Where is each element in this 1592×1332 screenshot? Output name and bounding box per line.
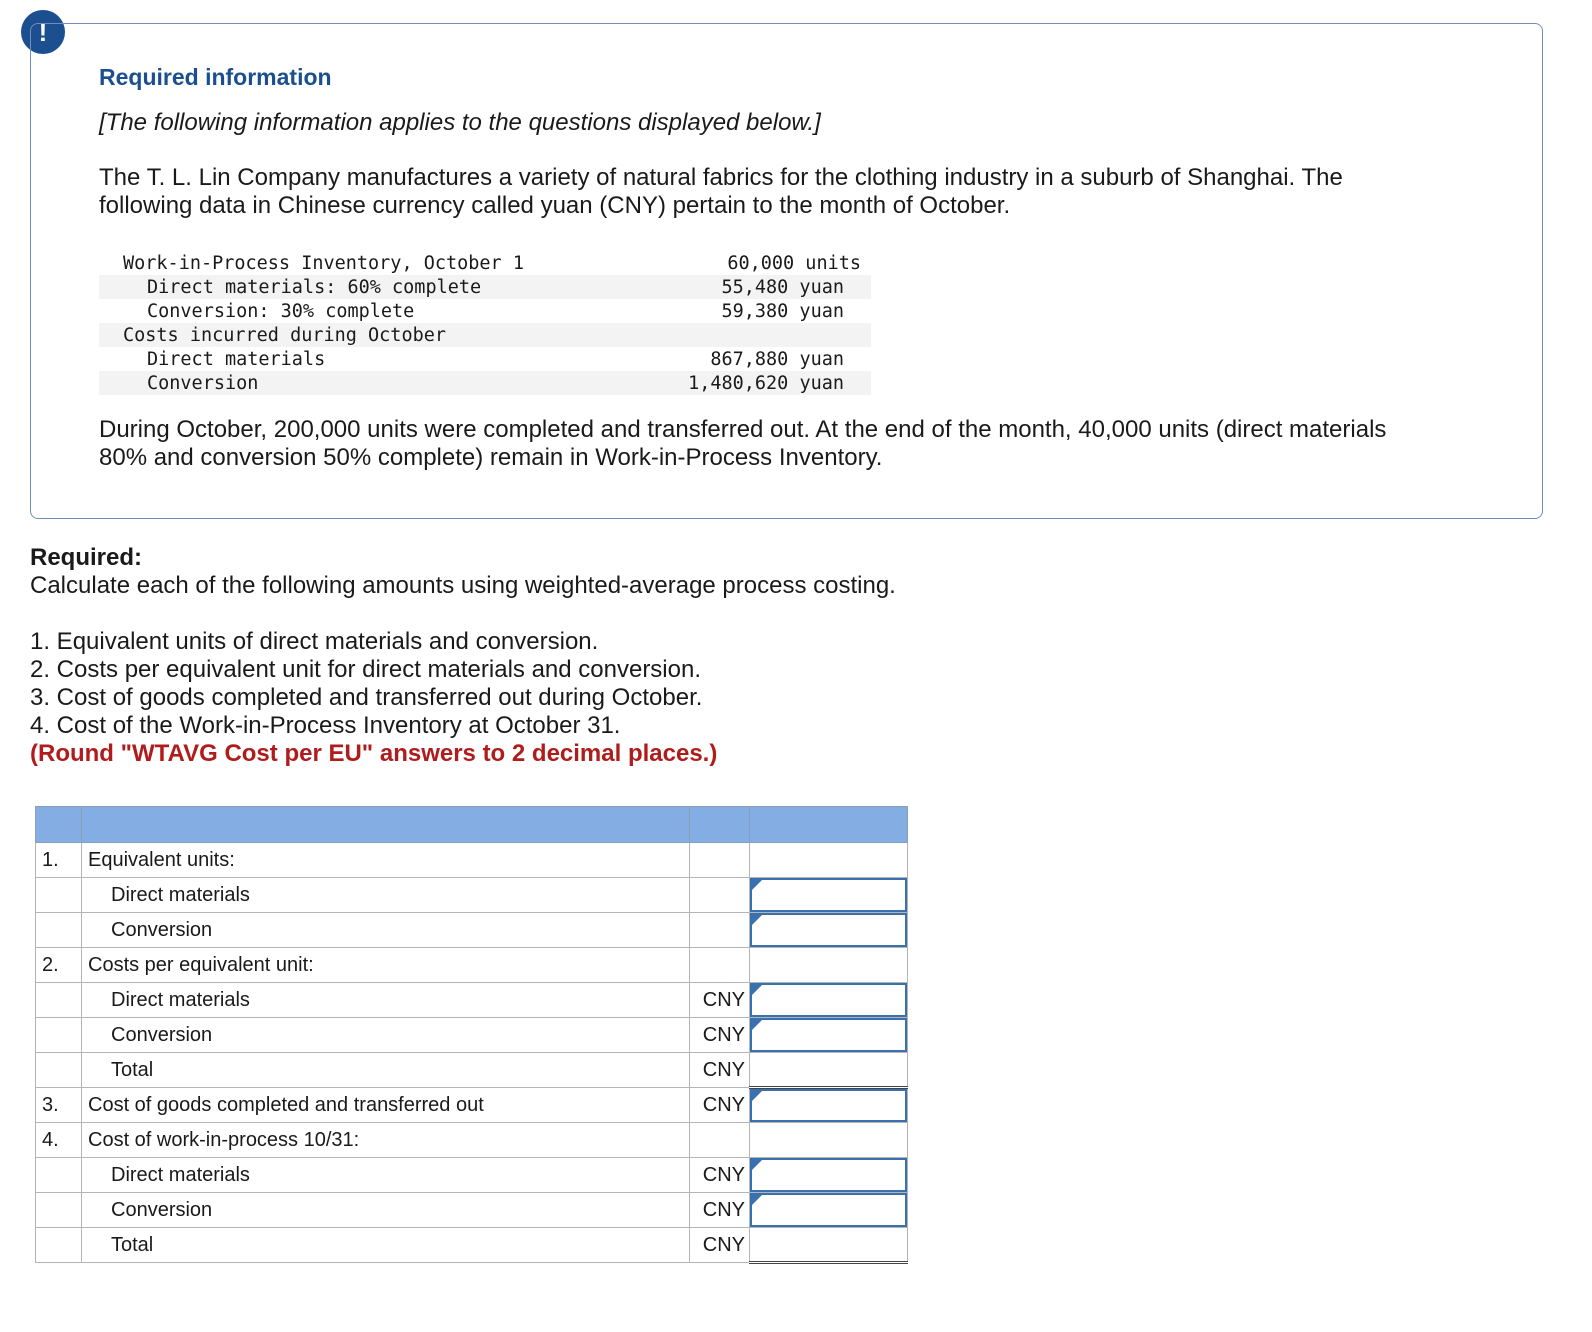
currency-label: [690, 878, 750, 913]
row-label: Cost of goods completed and transferred out: [82, 1088, 690, 1123]
table-row: [36, 1123, 908, 1158]
data-row: [99, 251, 871, 275]
row-label: Conversion: [82, 913, 690, 948]
data-label: Work-in-Process Inventory, October 1: [123, 252, 524, 274]
table-header: [36, 807, 908, 843]
table-row: [36, 843, 908, 878]
data-value: 59,380 yuan: [721, 300, 844, 322]
currency-label: [690, 1123, 750, 1158]
row-label: Total: [82, 1228, 690, 1263]
data-row: [99, 299, 871, 323]
currency-label: [690, 913, 750, 948]
eu-direct-materials-input[interactable]: [750, 878, 907, 912]
table-row: [36, 948, 908, 983]
row-number: [36, 983, 82, 1018]
info-subtitle: [The following information applies to the questions displayed below.]: [99, 109, 821, 136]
currency-label: [690, 948, 750, 983]
table-row: [36, 1053, 908, 1088]
eu-conversion-input[interactable]: [750, 913, 907, 947]
table-row: [36, 1088, 908, 1123]
row-label: Direct materials: [82, 878, 690, 913]
data-label: Conversion: [99, 371, 639, 395]
info-title: Required information: [99, 64, 332, 90]
row-label: Direct materials: [82, 1158, 690, 1193]
currency-label: CNY: [690, 1088, 750, 1123]
table-row: [36, 1158, 908, 1193]
cost-data-table: [99, 251, 871, 395]
data-value: [639, 323, 871, 347]
row-number: [36, 1158, 82, 1193]
currency-label: CNY: [690, 1193, 750, 1228]
row-number: [36, 1193, 82, 1228]
data-row: [99, 323, 871, 347]
alert-icon: !: [21, 10, 65, 54]
wip-conversion-input[interactable]: [750, 1193, 907, 1227]
closing-paragraph: During October, 200,000 units were completed and transferred out. At the end of the month, 40,000 units (direct materials 80% and conversion 50% complete) remain in Work-in-Process Inventory.: [99, 416, 1387, 471]
row-number: [36, 1228, 82, 1263]
data-label: Direct materials: [147, 348, 326, 370]
task-list: [30, 628, 717, 768]
row-number: 3.: [36, 1088, 82, 1123]
intro-paragraph: The T. L. Lin Company manufactures a variety of natural fabrics for the clothing industry in a suburb of Shanghai. The following data in Chinese currency called yuan (CNY) pertain to the month of October.: [99, 164, 1343, 219]
currency-label: CNY: [690, 1053, 750, 1088]
required-description: Calculate each of the following amounts using weighted-average process costing.: [30, 572, 896, 599]
data-row: [99, 347, 871, 371]
table-row: [36, 913, 908, 948]
row-label: Direct materials: [82, 983, 690, 1018]
row-number: [36, 1018, 82, 1053]
row-label: Conversion: [82, 1018, 690, 1053]
row-number: [36, 913, 82, 948]
table-row: [36, 1018, 908, 1053]
row-label: Equivalent units:: [82, 843, 690, 878]
data-label: Conversion: 30% complete: [147, 300, 415, 322]
answer-table: [35, 806, 908, 1264]
rounding-note: (Round "WTAVG Cost per EU" answers to 2 decimal places.): [30, 740, 718, 767]
cost-per-eu-direct-materials-input[interactable]: [750, 983, 907, 1017]
task-item: 1. Equivalent units of direct materials and conversion.: [30, 628, 599, 655]
data-row: [99, 371, 871, 395]
cost-per-eu-total-value: [750, 1053, 908, 1088]
currency-label: CNY: [690, 1228, 750, 1263]
cost-transferred-out-input[interactable]: [750, 1089, 907, 1122]
cost-per-eu-conversion-input[interactable]: [750, 1018, 907, 1052]
data-label: Direct materials: 60% complete: [99, 275, 639, 299]
row-label: Total: [82, 1053, 690, 1088]
table-row: [36, 1228, 908, 1263]
row-number: 2.: [36, 948, 82, 983]
currency-label: CNY: [690, 1018, 750, 1053]
currency-label: CNY: [690, 1158, 750, 1193]
task-item: 4. Cost of the Work-in-Process Inventory at October 31.: [30, 712, 621, 739]
row-number: 4.: [36, 1123, 82, 1158]
wip-total-value: [750, 1228, 908, 1263]
data-value: 55,480 yuan: [639, 275, 871, 299]
row-number: [36, 1053, 82, 1088]
data-row: [99, 275, 871, 299]
required-heading: Required:: [30, 544, 143, 571]
task-item: 3. Cost of goods completed and transferred out during October.: [30, 684, 703, 711]
data-value: 1,480,620 yuan: [639, 371, 871, 395]
row-number: 1.: [36, 843, 82, 878]
data-label: Costs incurred during October: [99, 323, 639, 347]
wip-direct-materials-input[interactable]: [750, 1158, 907, 1192]
row-label: Costs per equivalent unit:: [82, 948, 690, 983]
currency-label: CNY: [690, 983, 750, 1018]
currency-label: [690, 843, 750, 878]
data-value: 60,000 units: [727, 252, 861, 274]
table-row: [36, 1193, 908, 1228]
table-row: [36, 878, 908, 913]
task-item: 2. Costs per equivalent unit for direct materials and conversion.: [30, 656, 702, 683]
row-number: [36, 878, 82, 913]
row-label: Conversion: [82, 1193, 690, 1228]
row-label: Cost of work-in-process 10/31:: [82, 1123, 690, 1158]
data-value: 867,880 yuan: [710, 348, 844, 370]
table-row: [36, 983, 908, 1018]
